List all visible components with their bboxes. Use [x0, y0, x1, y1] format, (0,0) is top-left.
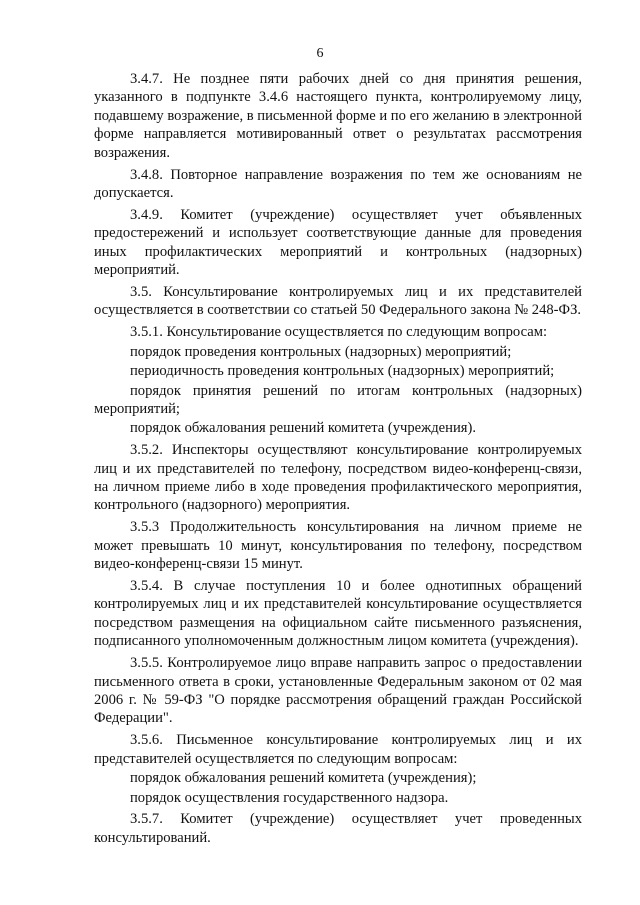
list-item: порядок обжалования решений комитета (учреждения);: [130, 770, 477, 787]
list-item: порядок осуществления государственного надзора.: [130, 789, 449, 806]
paragraph-3-5-7: 3.5.7. Комитет (учреждение) осуществляет учет проведенных консультирований.: [94, 811, 582, 846]
document-body: [94, 70, 582, 851]
paragraph-3-5-6: 3.5.6. Письменное консультирование контролируемых лиц и их представителей осуществляется по следующим вопросам:: [94, 732, 582, 767]
list-item: периодичность проведения контрольных (надзорных) мероприятий;: [130, 363, 555, 380]
paragraph-3-5-5: 3.5.5. Контролируемое лицо вправе направить запрос о предоставлении письменного ответа в сроки, установленные Федеральным законом от 02 мая 2006 г. № 59-ФЗ "О порядке рассмотрения обращений граждан Российской Федерации".: [94, 655, 582, 727]
paragraph-3-4-7: 3.4.7. Не позднее пяти рабочих дней со дня принятия решения, указанного в подпункте 3.4.6 настоящего пункта, контролируемому лицу, подавшему возражение, в письменной форме и по его желанию в электронной форме направляется мотивированный ответ о результатах рассмотрения возражения.: [94, 71, 582, 161]
list-item: порядок принятия решений по итогам контрольных (надзорных) мероприятий;: [94, 382, 582, 417]
list-item: порядок обжалования решений комитета (учреждения).: [130, 420, 476, 437]
list-item: порядок проведения контрольных (надзорных) мероприятий;: [130, 343, 512, 360]
paragraph-3-5-3: 3.5.3 Продолжительность консультирования на личном приеме не может превышать 10 минут, консультирования по телефону, посредством видео-конференц-связи 15 минут.: [94, 519, 582, 573]
paragraph-3-5-2: 3.5.2. Инспекторы осуществляют консультирование контролируемых лиц и их представителей по телефону, посредством видео-конференц-связи, на личном приеме либо в ходе проведения профилактического мероприятия, контрольного (надзорного) мероприятия.: [94, 442, 582, 514]
paragraph-3-4-8: 3.4.8. Повторное направление возражения по тем же основаниям не допускается.: [94, 166, 582, 201]
paragraph-3-5-4: 3.5.4. В случае поступления 10 и более однотипных обращений контролируемых лиц и их представителей консультирование осуществляется посредством размещения на официальном сайте письменного разъяснения, подписанного уполномоченным должностным лицом комитета (учреждения).: [94, 578, 582, 650]
page-number: 6: [316, 46, 324, 61]
paragraph-3-5-1: 3.5.1. Консультирование осуществляется по следующим вопросам:: [130, 324, 547, 341]
paragraph-3-5: 3.5. Консультирование контролируемых лиц и их представителей осуществляется в соответствии со статьей 50 Федерального закона № 248-ФЗ.: [94, 283, 582, 319]
paragraph-3-4-9: 3.4.9. Комитет (учреждение) осуществляет учет объявленных предостережений и использует соответствующие данные для проведения иных профилактических мероприятий и контрольных (надзорных) мероприятий.: [94, 206, 582, 279]
